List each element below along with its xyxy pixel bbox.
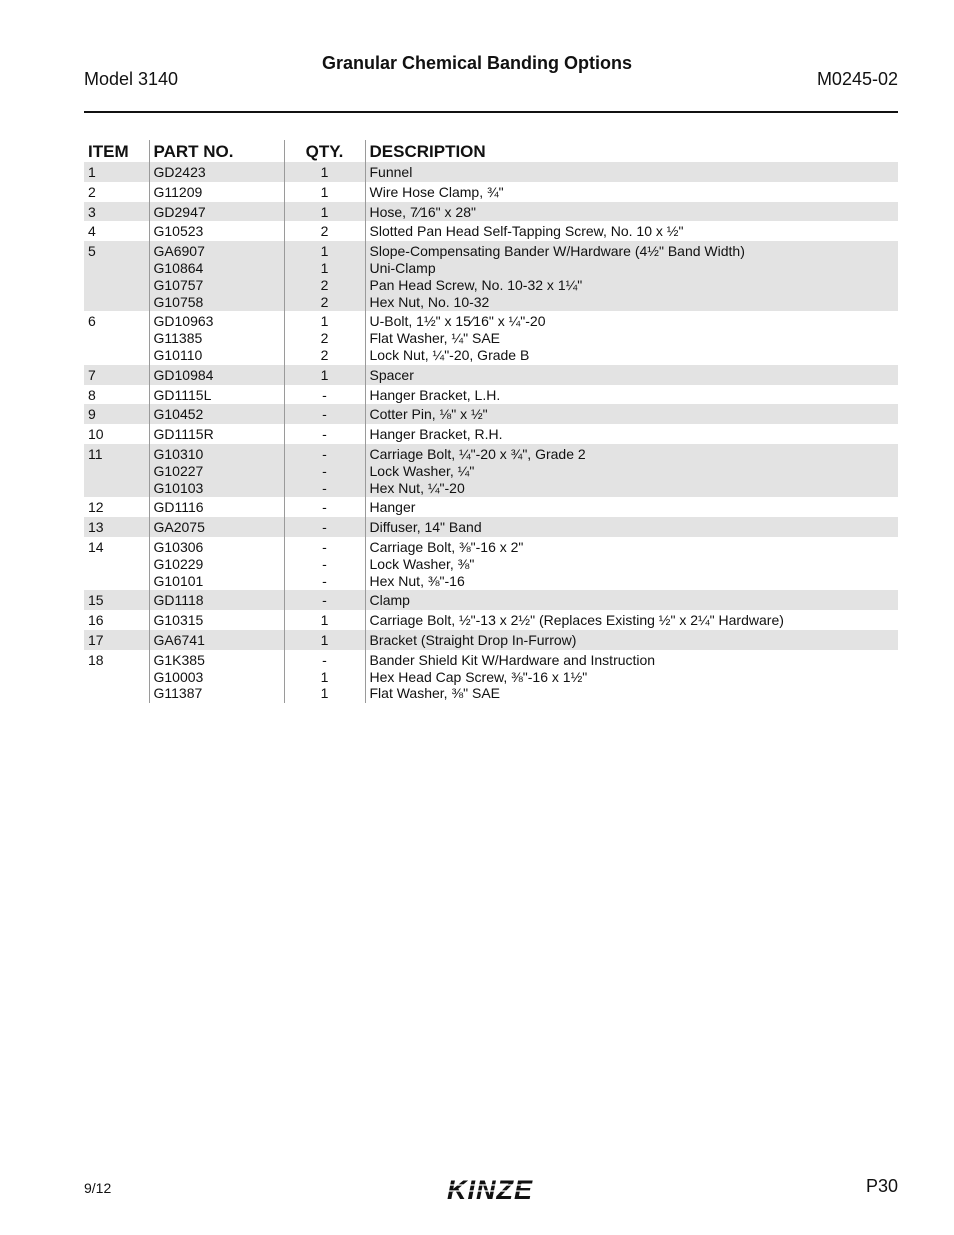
part-number: GD2423 <box>153 164 206 180</box>
quantity: 1 <box>320 313 329 330</box>
description: Lock Washer, ⅜" <box>369 555 475 572</box>
quantity-cell <box>284 517 365 537</box>
part-number: G10452 <box>153 406 204 423</box>
quantity-cell <box>284 202 365 222</box>
quantity: - <box>322 555 327 572</box>
description: Uni-Clamp <box>369 259 436 276</box>
column-header-description: DESCRIPTION <box>365 140 898 162</box>
part-number: G10101 <box>153 572 204 589</box>
table-row <box>84 497 898 517</box>
page-title: Granular Chemical Banding Options <box>321 53 633 73</box>
quantity: - <box>322 499 327 516</box>
description: Carriage Bolt, ½"-13 x 2½" (Replaces Existing ½" x 2¼" Hardware) <box>369 612 784 629</box>
part-number: GD1116 <box>153 499 204 516</box>
svg-text:KINZE: KINZE <box>447 1175 533 1205</box>
quantity: - <box>322 445 327 462</box>
part-number-cell <box>149 497 284 517</box>
description: Hex Nut, No. 10-32 <box>369 293 490 310</box>
item-number-cell: 7 <box>84 365 149 385</box>
quantity: 1 <box>320 612 329 629</box>
quantity-cell <box>284 365 365 385</box>
quantity: 2 <box>320 293 329 310</box>
part-number: G10227 <box>153 462 204 479</box>
quantity-cell <box>284 444 365 497</box>
part-number-cell <box>149 162 284 182</box>
description: Hex Nut, ⅜"-16 <box>369 572 465 589</box>
part-number: G10306 <box>153 538 204 555</box>
part-number: G1K385 <box>153 651 205 668</box>
description-cell <box>365 517 898 537</box>
part-number-cell <box>149 385 284 405</box>
part-number-cell <box>149 404 284 424</box>
part-number: G11387 <box>153 685 203 702</box>
description: Clamp <box>369 592 410 609</box>
description: Hanger Bracket, R.H. <box>369 426 503 443</box>
quantity: - <box>322 426 327 443</box>
quantity: 1 <box>320 366 329 383</box>
part-number: G10758 <box>153 293 204 310</box>
description: Hex Head Cap Screw, ⅜"-16 x 1½" <box>369 668 588 685</box>
item-number-cell: 12 <box>88 499 104 516</box>
part-number-cell <box>149 517 284 537</box>
description: Diffuser, 14" Band <box>369 519 482 536</box>
item-number-cell: 10 <box>88 426 104 443</box>
manual-number: M0245-02 <box>816 69 898 89</box>
quantity: - <box>322 651 327 668</box>
description-cell <box>365 610 898 630</box>
header-divider <box>84 111 898 113</box>
item-number-cell: 4 <box>88 223 96 240</box>
part-number: GD1115R <box>153 426 214 443</box>
description-cell <box>365 630 898 650</box>
quantity: - <box>322 462 327 479</box>
part-number: G11385 <box>153 330 203 347</box>
table-row <box>84 202 898 222</box>
description-cell <box>365 385 898 405</box>
description-cell <box>365 202 898 222</box>
revision-date: 9/12 <box>84 1180 112 1196</box>
parts-table <box>84 140 898 703</box>
quantity: 1 <box>320 243 329 260</box>
description: Hanger <box>369 499 416 516</box>
description-cell <box>365 241 898 311</box>
part-number-cell <box>149 537 284 590</box>
column-header-item: ITEM <box>88 142 129 161</box>
item-number-cell: 5 <box>84 241 149 311</box>
description: Lock Washer, ¼" <box>369 462 475 479</box>
part-number: G10310 <box>153 445 204 462</box>
part-number: G10229 <box>153 555 204 572</box>
quantity-cell <box>284 650 365 703</box>
description: Bander Shield Kit W/Hardware and Instruction <box>369 651 656 668</box>
item-number-cell: 1 <box>84 162 149 182</box>
item-number-cell: 8 <box>88 386 96 403</box>
quantity-cell <box>284 630 365 650</box>
quantity-cell <box>284 311 365 364</box>
quantity-cell <box>284 424 365 444</box>
part-number-cell <box>149 202 284 222</box>
quantity: 1 <box>320 631 329 648</box>
description-cell <box>365 650 898 703</box>
item-number-cell: 17 <box>84 630 149 650</box>
table-row <box>84 182 898 202</box>
description: Hose, 7⁄16" x 28" <box>369 203 476 220</box>
quantity-cell <box>284 182 365 202</box>
part-number-cell <box>149 365 284 385</box>
part-number-cell <box>149 221 284 241</box>
part-number: G11209 <box>153 183 203 200</box>
part-number-cell <box>149 650 284 703</box>
description-cell <box>365 424 898 444</box>
part-number: G10315 <box>153 612 204 629</box>
quantity: - <box>322 406 327 423</box>
quantity: 2 <box>320 223 329 240</box>
description: Spacer <box>369 366 414 383</box>
quantity: 2 <box>320 330 329 347</box>
part-number-cell <box>149 610 284 630</box>
description: U-Bolt, 1½" x 15⁄16" x ¼"-20 <box>369 313 546 330</box>
quantity: 2 <box>320 346 329 363</box>
quantity: - <box>322 572 327 589</box>
quantity-cell <box>284 497 365 517</box>
table-row <box>84 385 898 405</box>
quantity: - <box>322 479 327 496</box>
part-number: GD10963 <box>153 313 214 330</box>
item-number-cell: 16 <box>88 612 104 629</box>
table-row <box>84 444 898 497</box>
part-number: GA6907 <box>153 243 205 260</box>
part-number-cell <box>149 424 284 444</box>
part-number: GA2075 <box>153 519 205 536</box>
description: Lock Nut, ¼"-20, Grade B <box>369 346 530 363</box>
quantity-cell <box>284 221 365 241</box>
description: Hanger Bracket, L.H. <box>369 386 501 403</box>
part-number-cell <box>149 630 284 650</box>
quantity-cell <box>284 385 365 405</box>
description-cell <box>365 404 898 424</box>
item-number-cell: 6 <box>88 313 96 330</box>
quantity-cell <box>284 404 365 424</box>
table-row <box>84 241 898 311</box>
quantity-cell <box>284 610 365 630</box>
table-header-row <box>84 140 898 162</box>
description-cell <box>365 444 898 497</box>
parts-table-body <box>84 162 898 703</box>
page-number: P30 <box>865 1176 898 1196</box>
quantity: 1 <box>320 685 329 702</box>
part-number-cell <box>149 241 284 311</box>
description-cell <box>365 590 898 610</box>
description-cell <box>365 182 898 202</box>
part-number: GD1115L <box>153 386 212 403</box>
quantity-cell <box>284 241 365 311</box>
item-number-cell: 15 <box>84 590 149 610</box>
description: Flat Washer, ¼" SAE <box>369 330 500 347</box>
description: Hex Nut, ¼"-20 <box>369 479 465 496</box>
table-row <box>84 517 898 537</box>
description: Slope-Compensating Bander W/Hardware (4½" Band Width) <box>369 243 745 260</box>
quantity: 1 <box>320 203 329 220</box>
quantity: - <box>322 592 327 609</box>
table-row <box>84 365 898 385</box>
quantity: 2 <box>320 276 329 293</box>
column-header-part-no: PART NO. <box>149 140 284 162</box>
item-number-cell: 2 <box>88 183 96 200</box>
item-number-cell: 3 <box>84 202 149 222</box>
model-label: Model 3140 <box>84 69 179 89</box>
quantity: 1 <box>320 668 329 685</box>
part-number: G10864 <box>153 259 204 276</box>
item-number-cell: 13 <box>84 517 149 537</box>
quantity-cell <box>284 590 365 610</box>
quantity: - <box>322 538 327 555</box>
part-number: GA6741 <box>153 631 205 648</box>
description: Bracket (Straight Drop In-Furrow) <box>369 631 577 648</box>
part-number: G10757 <box>153 276 204 293</box>
quantity: - <box>322 519 327 536</box>
part-number: GD1118 <box>153 592 204 609</box>
item-number-cell: 9 <box>84 404 149 424</box>
description: Funnel <box>369 164 413 180</box>
description-cell <box>365 365 898 385</box>
item-number-cell: 14 <box>88 538 104 555</box>
table-row <box>84 650 898 703</box>
table-row <box>84 311 898 364</box>
description-cell <box>365 311 898 364</box>
item-number-cell: 11 <box>84 444 149 497</box>
part-number: G10103 <box>153 479 204 496</box>
description: Wire Hose Clamp, ¾" <box>369 183 504 200</box>
table-row <box>84 221 898 241</box>
part-number: GD2947 <box>153 203 206 220</box>
table-row <box>84 404 898 424</box>
table-row <box>84 610 898 630</box>
table-row <box>84 537 898 590</box>
item-number-cell: 18 <box>88 651 104 668</box>
part-number: GD10984 <box>153 366 214 383</box>
part-number-cell <box>149 590 284 610</box>
description: Cotter Pin, ⅛" x ½" <box>369 406 488 423</box>
table-row <box>84 590 898 610</box>
part-number: G10523 <box>153 223 204 240</box>
part-number: G10003 <box>153 668 204 685</box>
part-number-cell <box>149 311 284 364</box>
column-header-qty: QTY. <box>284 140 365 162</box>
description: Flat Washer, ⅜" SAE <box>369 685 500 702</box>
part-number: G10110 <box>153 346 203 363</box>
quantity-cell <box>284 537 365 590</box>
quantity: - <box>322 386 327 403</box>
quantity-cell <box>284 162 365 182</box>
table-row <box>84 630 898 650</box>
quantity: 1 <box>320 259 329 276</box>
quantity: 1 <box>320 164 329 180</box>
description: Carriage Bolt, ⅜"-16 x 2" <box>369 538 524 555</box>
table-row <box>84 162 898 182</box>
quantity: 1 <box>320 183 329 200</box>
part-number-cell <box>149 444 284 497</box>
part-number-cell <box>149 182 284 202</box>
table-row <box>84 424 898 444</box>
description-cell <box>365 537 898 590</box>
description: Pan Head Screw, No. 10-32 x 1¼" <box>369 276 583 293</box>
description: Slotted Pan Head Self-Tapping Screw, No. 10 x ½" <box>369 223 684 240</box>
description-cell <box>365 162 898 182</box>
description-cell <box>365 497 898 517</box>
description-cell <box>365 221 898 241</box>
kinze-logo <box>430 1174 552 1211</box>
description: Carriage Bolt, ¼"-20 x ¾", Grade 2 <box>369 445 586 462</box>
